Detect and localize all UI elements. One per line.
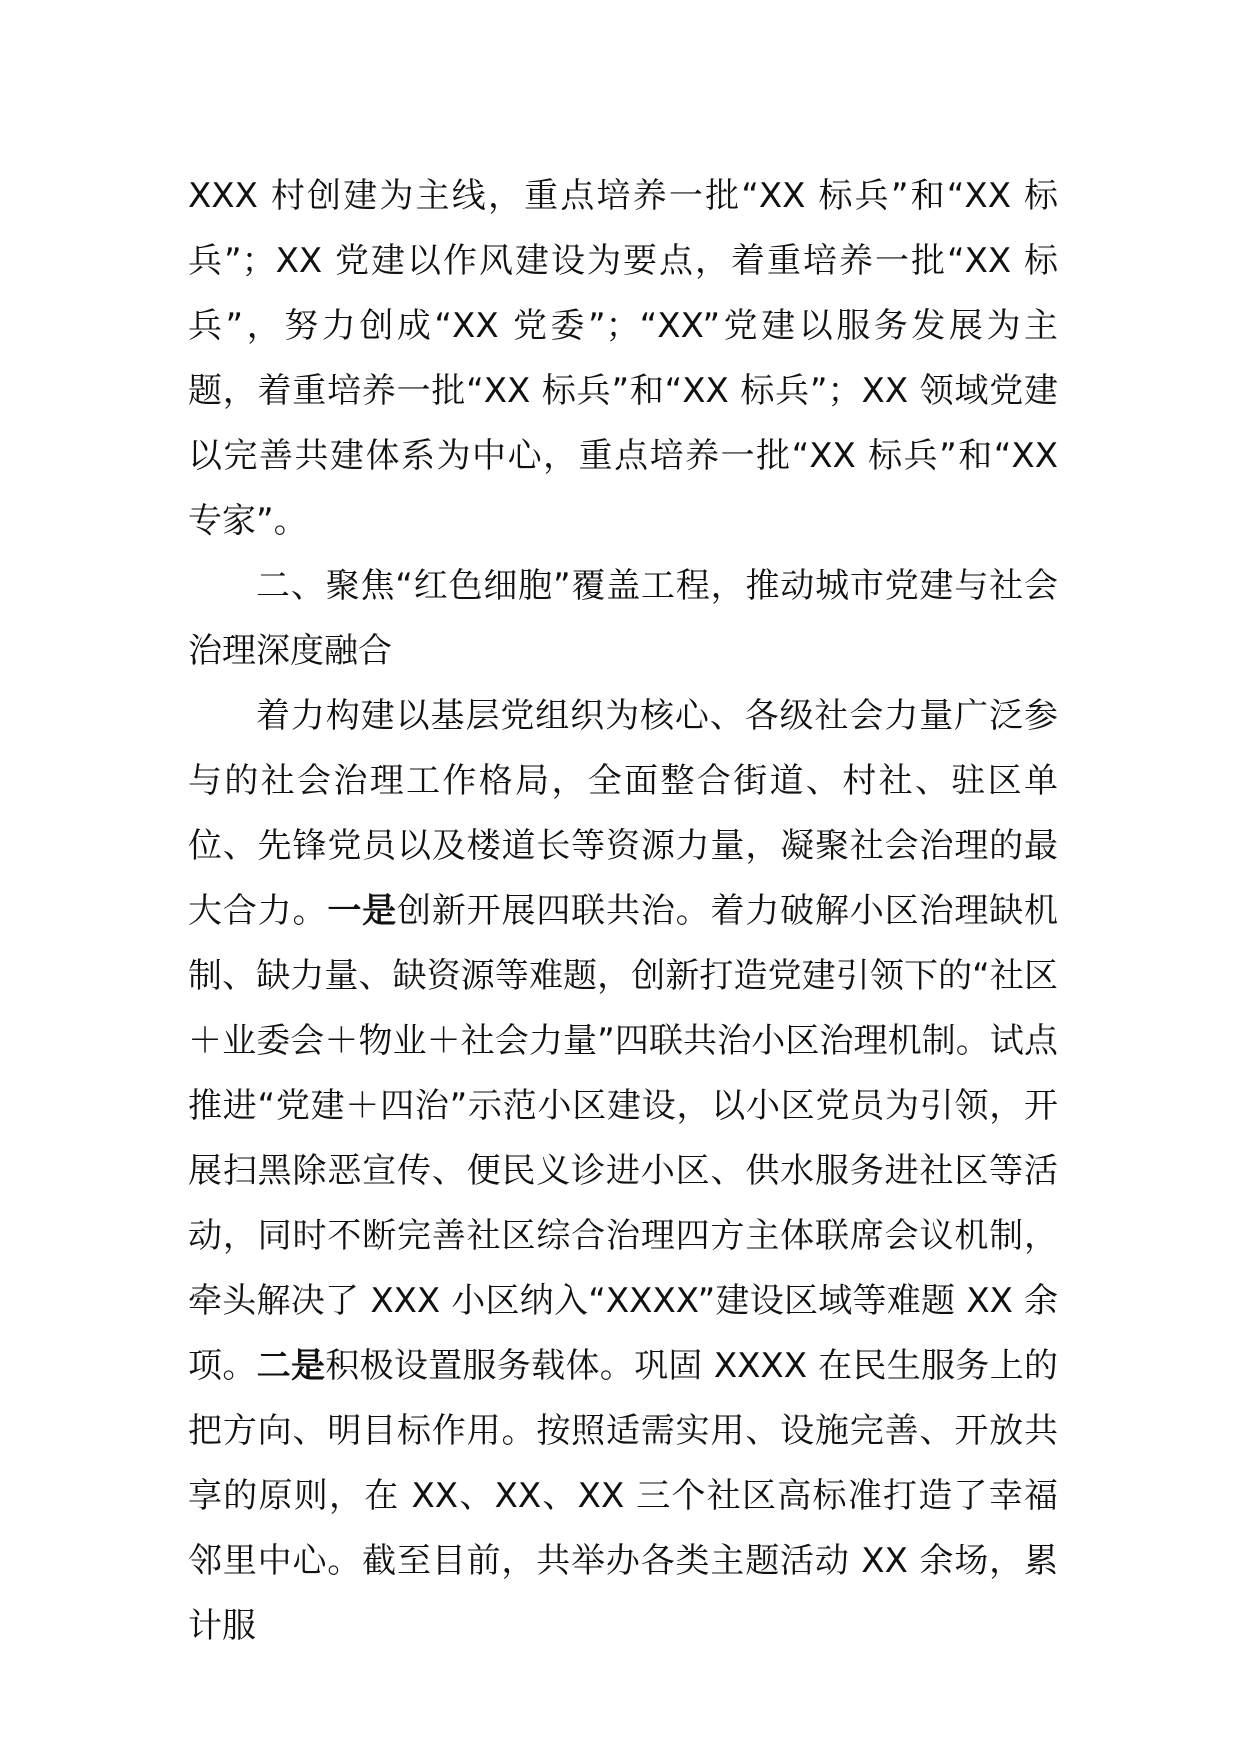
paragraph-text: 创新开展四联共治。着力破解小区治理缺机制、缺力量、缺资源等难题，创新打造党建引领下的“社区＋业委会＋物业＋社会力量”四联共治小区治理机制。试点推进“党建＋四治”示范小区建设，以小区党员为引领，开展扫黑除恶宣传、便民义诊进小区、供水服务进社区等活动，同时不断完善社区综合治理四方主体联席会议机制，牵头解决了 XXX 小区纳入“XXXX”建设区域等难题 XX 余项。 — [188, 891, 1059, 1386]
emphasis-text: 一是 — [327, 891, 398, 931]
emphasis-text: 二是 — [256, 1346, 326, 1386]
body-text — [188, 164, 1058, 1659]
heading-text: 二、聚焦“红色细胞”覆盖工程，推动城市党建与社会治理深度融合 — [188, 566, 1058, 671]
paragraph-body — [188, 684, 1058, 1659]
section-heading — [188, 554, 1058, 684]
paragraph-text: XXX 村创建为主线，重点培养一批“XX 标兵”和“XX 标兵”；XX 党建以作风建设为要点，着重培养一批“XX 标兵”，努力创成“XX 党委”；“XX”党建以服务发展为主题，着重培养一批“XX 标兵”和“XX 标兵”；XX 领域党建以完善共建体系为中心，重点培养一批“XX 标兵”和“XX 专家”。 — [188, 176, 1058, 541]
paragraph-text: 着力构建以基层党组织为核心、各级社会力量广泛参与的社会治理工作格局，全面整合街道、村社、驻区单位、先锋党员以及楼道长等资源力量，凝聚社会治理的最大合力。 — [188, 696, 1058, 931]
paragraph-text: 积极设置服务载体。巩固 XXXX 在民生服务上的把方向、明目标作用。按照适需实用、设施完善、开放共享的原则，在 XX、XX、XX 三个社区高标准打造了幸福邻里中心。截至目前，共举办各类主题活动 XX 余场，累计服 — [188, 1346, 1059, 1646]
paragraph-continuation — [188, 164, 1058, 554]
